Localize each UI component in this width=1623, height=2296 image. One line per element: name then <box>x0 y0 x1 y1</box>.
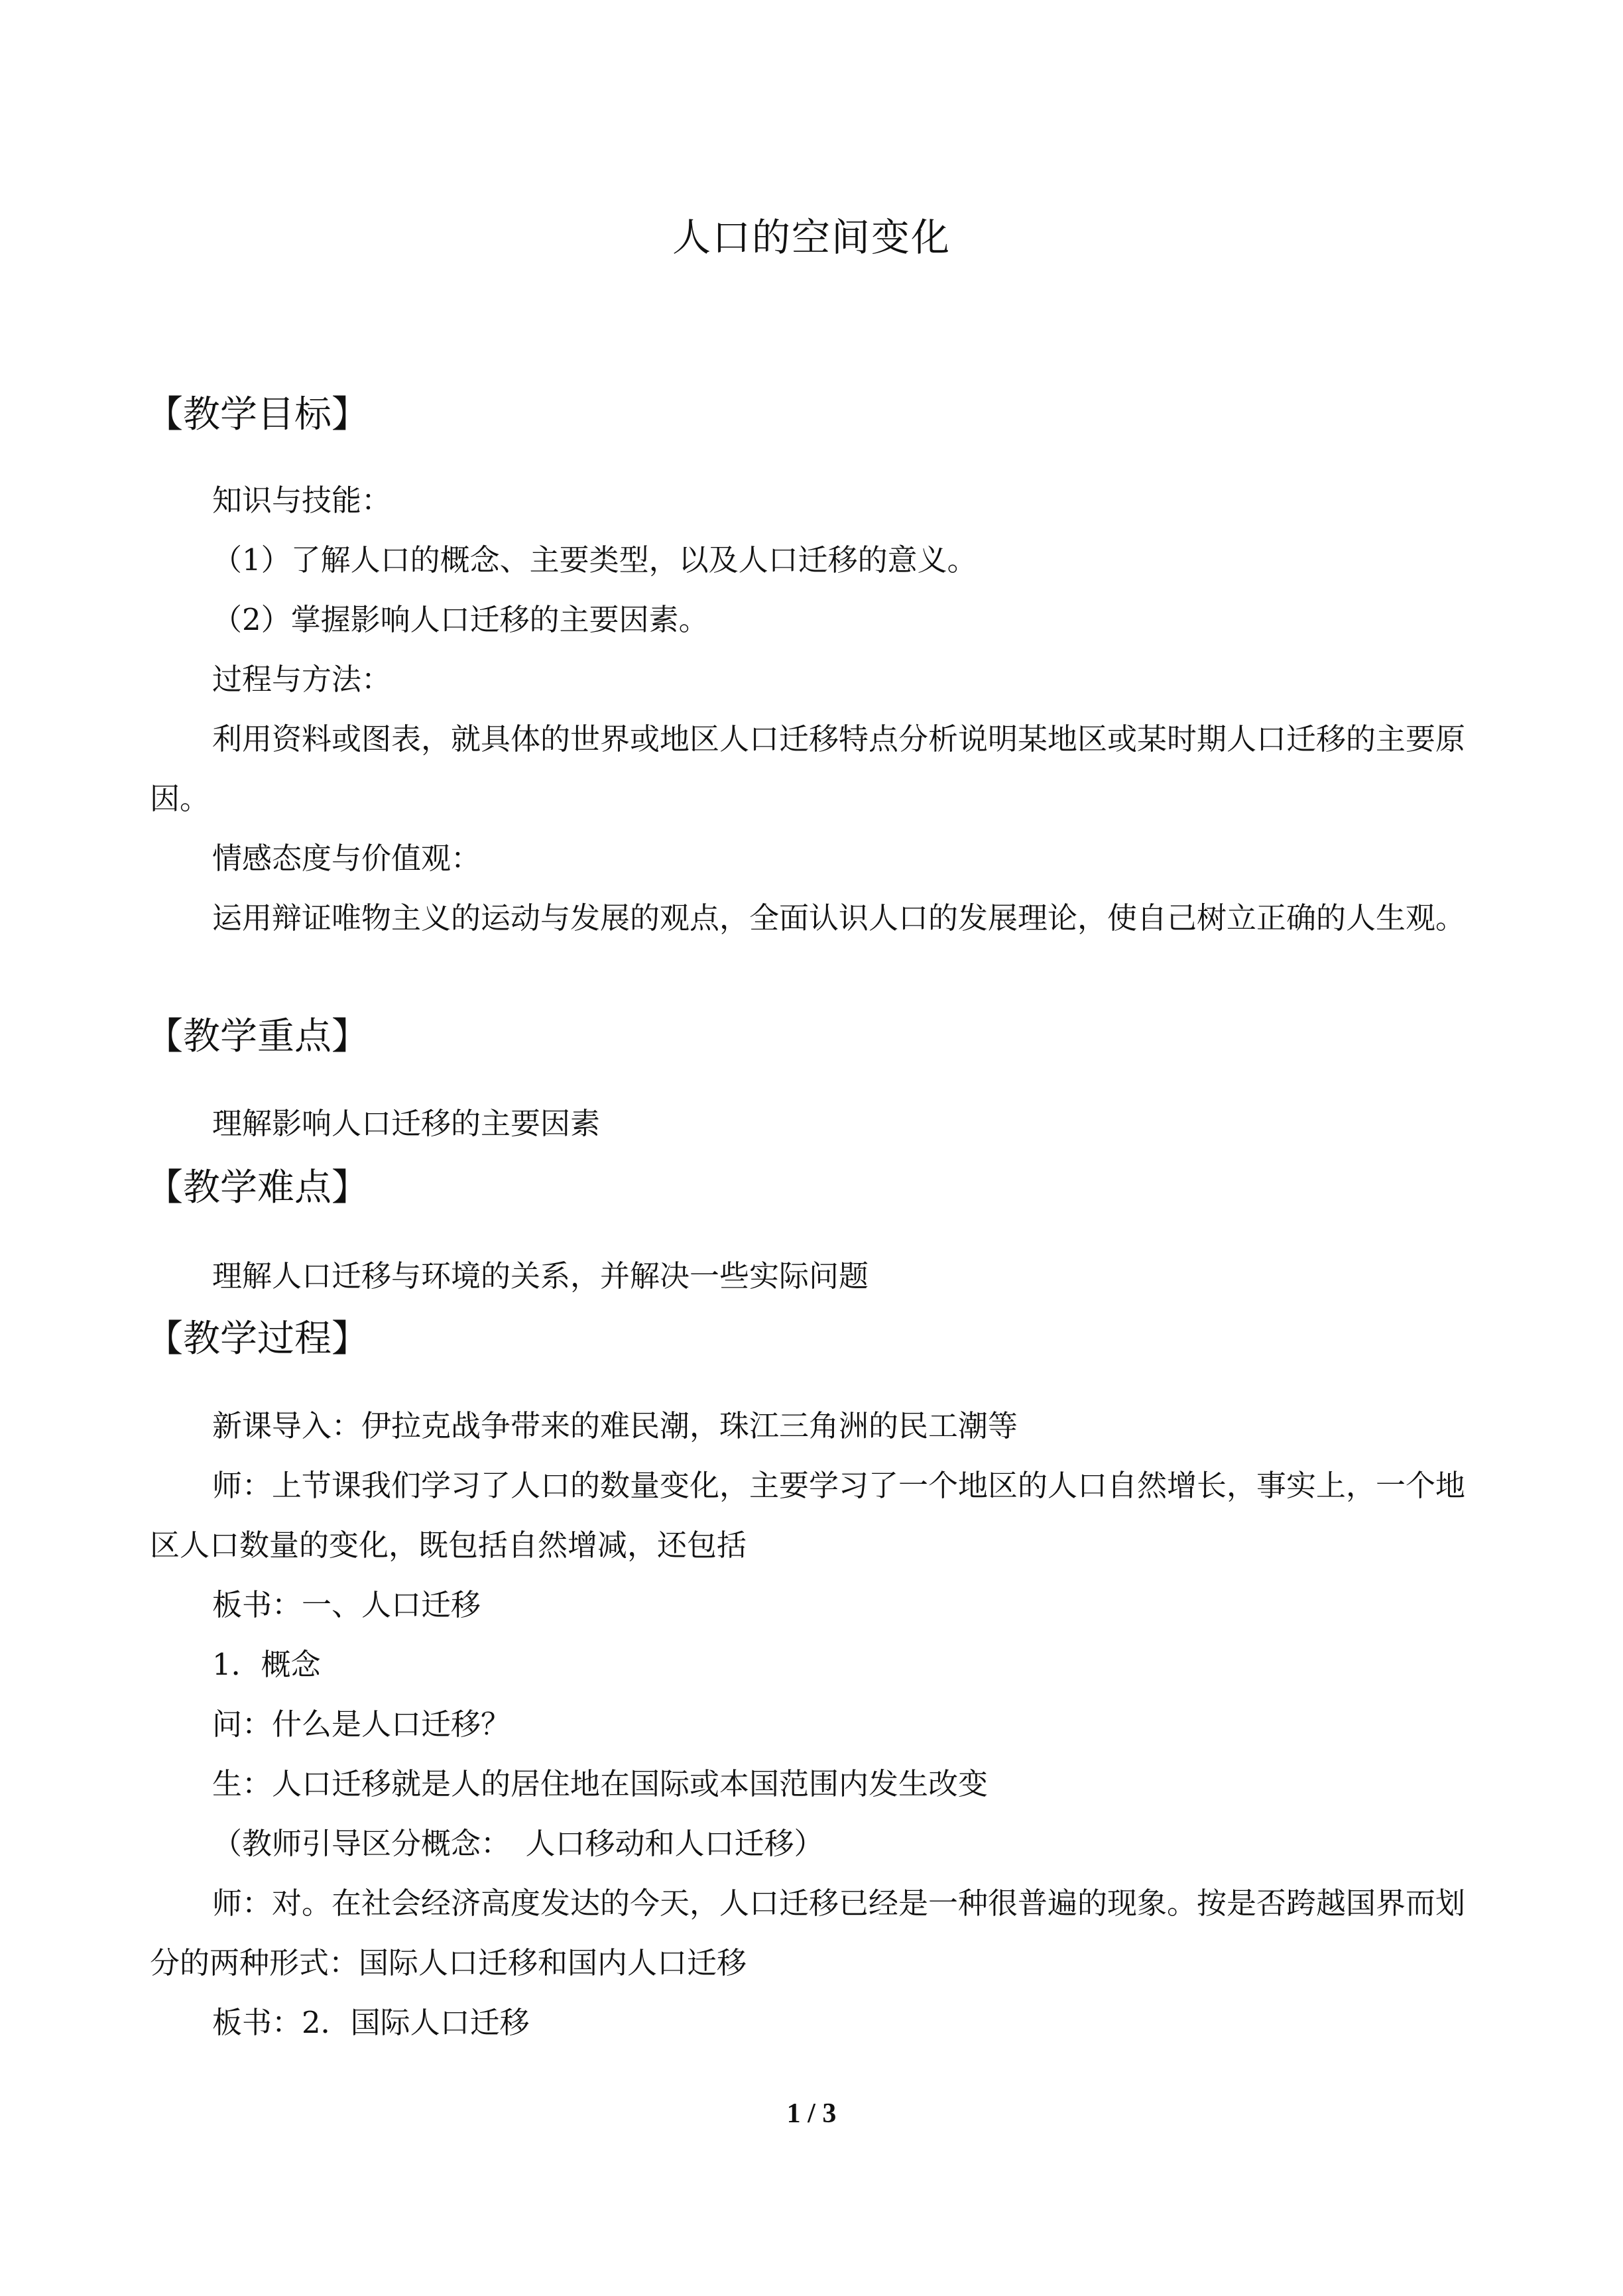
process-text: 利用资料或图表，就具体的世界或地区人口迁移特点分析说明某地区或某时期人口迁移的主要原因。 <box>150 721 1466 816</box>
heading-key-points: 【教学重点】 <box>146 1015 369 1058</box>
attitude-label: 情感态度与价值观： <box>212 841 481 876</box>
board-note-1: 板书：一、人口迁移 <box>212 1587 481 1622</box>
document-title: 人口的空间变化 <box>672 215 951 260</box>
process-label: 过程与方法： <box>212 662 392 697</box>
attitude-text: 运用辩证唯物主义的运动与发展的观点，全面认识人口的发展理论，使自己树立正确的人生观。 <box>212 900 1466 936</box>
knowledge-label: 知识与技能： <box>212 483 392 518</box>
heading-objectives: 【教学目标】 <box>146 393 369 436</box>
teacher-paragraph-2: 师：对。在社会经济高度发达的今天，人口迁移已经是一种很普遍的现象。按是否跨越国界而划分的两种形式：国际人口迁移和国内人口迁移 <box>150 1886 1466 1980</box>
teacher-paragraph-1: 师：上节课我们学习了人口的数量变化，主要学习了一个地区的人口自然增长，事实上，一个地区人口数量的变化，既包括自然增减，还包括 <box>150 1468 1466 1563</box>
process-intro: 新课导入：伊拉克战争带来的难民潮，珠江三角洲的民工潮等 <box>212 1408 1018 1443</box>
knowledge-item-2: （2）掌握影响人口迁移的主要因素。 <box>212 602 709 637</box>
student-answer: 生：人口迁移就是人的居住地在国际或本国范围内发生改变 <box>212 1766 989 1801</box>
concept-item: 1．概念 <box>212 1647 321 1682</box>
heading-difficulties: 【教学难点】 <box>146 1166 369 1209</box>
board-note-2: 板书：2．国际人口迁移 <box>212 2005 530 2040</box>
page-number: 1 / 3 <box>786 2098 837 2129</box>
difficulties-text: 理解人口迁移与环境的关系，并解决一些实际问题 <box>212 1258 869 1294</box>
teacher-guide: （教师引导区分概念： 人口移动和人口迁移） <box>212 1826 824 1861</box>
knowledge-item-1: （1）了解人口的概念、主要类型，以及人口迁移的意义。 <box>212 542 977 577</box>
question-text: 问：什么是人口迁移？ <box>212 1707 511 1742</box>
key-points-text: 理解影响人口迁移的主要因素 <box>212 1106 601 1141</box>
heading-process: 【教学过程】 <box>146 1317 369 1360</box>
